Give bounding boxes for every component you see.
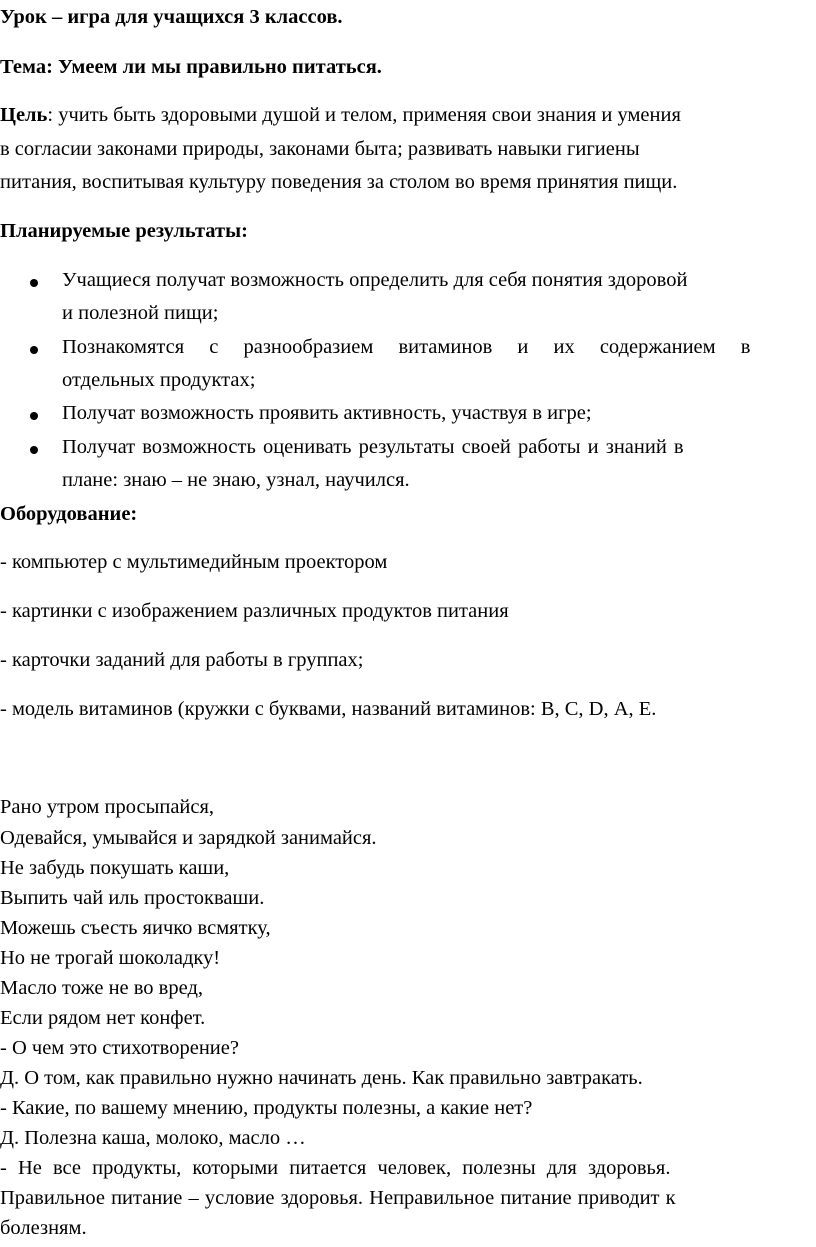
goal-line-3: питания, воспитывая культуру поведения за столом во время принятия пищи. [0, 171, 678, 193]
bullet-icon [30, 279, 38, 287]
poem-line-1: Рано утром просыпайся, [0, 796, 215, 818]
dialogue-line-3: - Какие, по вашему мнению, продукты полезны, а какие нет? [0, 1097, 533, 1119]
poem-line-5: Можешь съесть яичко всмятку, [0, 917, 271, 939]
equipment-heading: Оборудование: [0, 503, 138, 525]
poem-line-3: Не забудь покушать каши, [0, 857, 230, 879]
poem-line-2: Одевайся, умывайся и зарядкой занимайся. [0, 827, 377, 849]
goal-line-2: в согласии законами природы, законами быта; развивать навыки гигиены [0, 138, 640, 160]
equipment-item-4: - модель витаминов (кружки с буквами, названий витаминов: В, С, D, А, Е. [0, 698, 657, 720]
bullet-icon [30, 346, 38, 354]
goal-line-1 [0, 103, 681, 127]
result-item-2-line-1: Познакомятся с разнообразием витаминов и их содержанием в [62, 336, 751, 358]
result-item-3-line-1: Получат возможность проявить активность, участвуя в игре; [62, 402, 592, 424]
bullet-icon [30, 446, 38, 454]
lesson-topic: Тема: Умеем ли мы правильно питаться. [0, 56, 382, 78]
dialogue-line-1: - О чем это стихотворение? [0, 1037, 239, 1059]
poem-line-7: Масло тоже не во вред, [0, 977, 203, 999]
goal-label: Цель [0, 104, 48, 126]
dialogue-line-4: Д. Полезна каша, молоко, масло … [0, 1127, 306, 1149]
closing-line-1: - Не все продукты, которыми питается человек, полезны для здоровья. [0, 1157, 671, 1179]
equipment-item-2: - картинки с изображением различных продуктов питания [0, 600, 509, 622]
dialogue-line-2: Д. О том, как правильно нужно начинать день. Как правильно завтракать. [0, 1067, 643, 1089]
lesson-title: Урок – игра для учащихся 3 классов. [0, 6, 343, 28]
result-item-2-line-2: отдельных продуктах; [62, 369, 256, 391]
poem-line-4: Выпить чай иль простокваши. [0, 887, 265, 909]
goal-text-1: : учить быть здоровыми душой и телом, применяя свои знания и умения [47, 104, 681, 126]
equipment-item-3: - карточки заданий для работы в группах; [0, 649, 364, 671]
result-item-1-line-1: Учащиеся получат возможность определить для себя понятия здоровой [62, 269, 688, 291]
result-item-1-line-2: и полезной пищи; [62, 302, 219, 324]
results-heading: Планируемые результаты: [0, 220, 248, 242]
bullet-icon [30, 412, 38, 420]
result-item-4-line-1: Получат возможность оценивать результаты своей работы и знаний в [62, 436, 684, 458]
poem-line-6: Но не трогай шоколадку! [0, 947, 221, 969]
closing-line-2: Правильное питание – условие здоровья. Неправильное питание приводит к [0, 1187, 676, 1209]
poem-line-8: Если рядом нет конфет. [0, 1007, 206, 1029]
closing-line-3: болезням. [0, 1217, 87, 1239]
result-item-4-line-2: плане: знаю – не знаю, узнал, научился. [62, 469, 410, 491]
equipment-item-1: - компьютер с мультимедийным проектором [0, 551, 388, 573]
